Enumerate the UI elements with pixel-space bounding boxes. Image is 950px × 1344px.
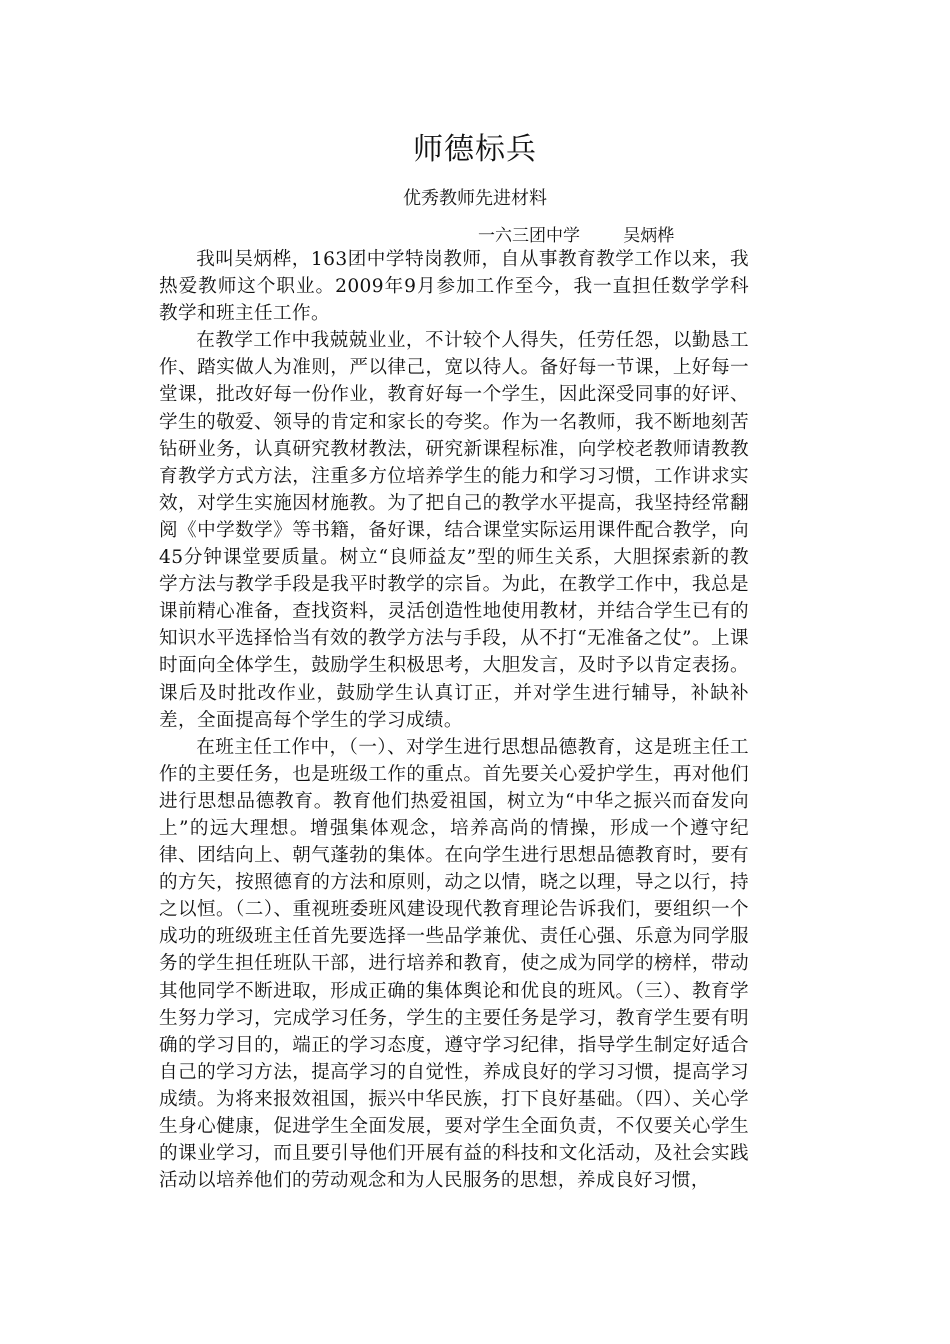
author-byline: 一六三团中学 吴炳桦 [478,226,675,246]
document-subtitle: 优秀教师先进材料 [403,188,547,209]
document-title: 师德标兵 [413,132,537,167]
paragraph-class-teacher: 在班主任工作中，（一）、对学生进行思想品德教育，这是班主任工作的主要任务，也是班级工作的重点。首先要关心爱护学生，再对他们进行思想品德教育。教育他们热爱祖国，树立为“中华之振兴而奋发向上”的远大理想。增强集体观念，培养高尚的情操，形成一个遵守纪律、团结向上、朝气蓬勃的集体。在向学生进行思想品德教育时，要有的方矢，按照德育的方法和原则，动之以情，晓之以理，导之以行，持之以恒。（二）、重视班委班风建设现代教育理论告诉我们，要组织一个成功的班级班主任首先要选择一些品学兼优、责任心强、乐意为同学服务的学生担任班队干部，进行培养和教育，使之成为同学的榜样，带动其他同学不断进取，形成正确的集体舆论和优良的班风。（三）、教育学生努力学习，完成学习任务，学生的主要任务是学习，教育学生要有明确的学习目的，端正的学习态度，遵守学习纪律，指导学生制定好适合自己的学习方法，提高学习的自觉性，养成良好的学习习惯，提高学习成绩。为将来报效祖国，振兴中华民族，打下良好基础。（四）、关心学生身心健康，促进学生全面发展，要对学生全面负责，不仅要关心学生的课业学习，而且要引导他们开展有益的科技和文化活动，及社会实践活动以培养他们的劳动观念和为人民服务的思想，养成良好习惯， [159,736,749,1192]
paragraph-intro: 我叫吴炳桦，163团中学特岗教师，自从事教育教学工作以来，我热爱教师这个职业。2009年9月参加工作至今，我一直担任数学学科教学和班主任工作。 [159,249,749,325]
document-body [159,246,749,1194]
paragraph-teaching: 在教学工作中我兢兢业业，不计较个人得失，任劳任怨，以勤恳工作、踏实做人为准则，严以律己，宽以待人。备好每一节课，上好每一堂课，批改好每一份作业，教育好每一个学生，因此深受同事的好评、学生的敬爱、领导的肯定和家长的夸奖。作为一名教师，我不断地刻苦钻研业务，认真研究教材教法，研究新课程标准，向学校老教师请教教育教学方式方法，注重多方位培养学生的能力和学习习惯，工作讲求实效，对学生实施因材施教。为了把自己的教学水平提高，我坚持经常翻阅《中学数学》等书籍，备好课，结合课堂实际运用课件配合教学，向45分钟课堂要质量。树立“良师益友”型的师生关系，大胆探索新的教学方法与教学手段是我平时教学的宗旨。为此，在教学工作中，我总是课前精心准备，查找资料，灵活创造性地使用教材，并结合学生已有的知识水平选择恰当有效的教学方法与手段，从不打“无准备之仗”。上课时面向全体学生，鼓励学生积极思考，大胆发言，及时予以肯定表扬。课后及时批改作业，鼓励学生认真订正，并对学生进行辅导，补缺补差，全面提高每个学生的学习成绩。 [159,330,749,731]
